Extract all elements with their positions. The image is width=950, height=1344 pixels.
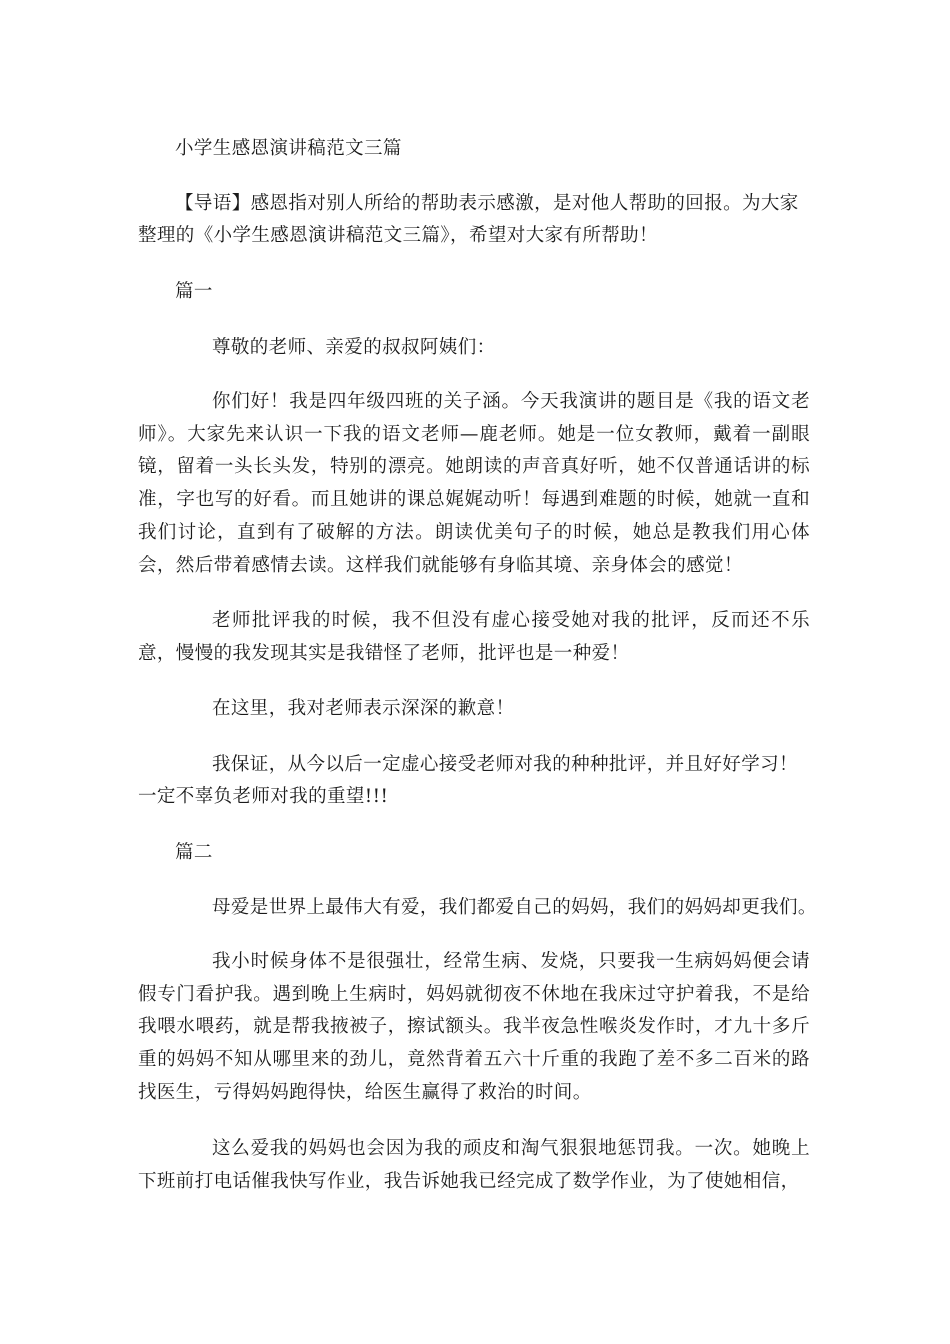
section1-paragraph-4-line-2: 一定不辜负老师对我的重望!!! [138,786,389,807]
document-title: 小学生感恩演讲稿范文三篇 [175,138,402,159]
section1-paragraph-3: 在这里，我对老师表示深深的歉意！ [212,698,515,719]
section1-paragraph-1: 你们好！我是四年级四班的关子涵。今天我演讲的题目是《我的语文老师》。大家先来认识一下我的语文老师—鹿老师。她是一位女教师，戴着一副眼镜，留着一头长头发，特别的漂亮。她朗读的声音真好听，她不仅普通话讲的标准，字也写的好看。而且她讲的课总娓娓动听！每遇到难题的时候，她就一直和我们讨论，直到有了破解的方法。朗读优美句子的时候，她总是教我们用心体会，然后带着感情去读。这样我们就能够有身临其境、亲身体会的感觉！ [138,391,810,576]
section2-paragraph-3: 这么爱我的妈妈也会因为我的顽皮和淘气狠狠地惩罚我。一次。她晚上下班前打电话催我快写作业，我告诉她我已经完成了数学作业，为了使她相信， [138,1138,810,1192]
salutation: 尊敬的老师、亲爱的叔叔阿姨们： [212,337,496,358]
section1-paragraph-4-line-1: 我保证，从今以后一定虚心接受老师对我的种种批评，并且好好学习！ [212,754,798,775]
section-heading-1: 篇一 [175,281,213,302]
intro-line-2: 整理的《小学生感恩演讲稿范文三篇》，希望对大家有所帮助！ [138,225,658,246]
section2-paragraph-1: 母爱是世界上最伟大有爱，我们都爱自己的妈妈，我们的妈妈却更我们。 [212,897,817,918]
section2-paragraph-2: 我小时候身体不是很强壮，经常生病、发烧，只要我一生病妈妈便会请假专门看护我。遇到晚上生病时，妈妈就彻夜不休地在我床过守护着我，不是给我喂水喂药，就是帮我掖被子，擦试额头。我半夜急性喉炎发作时，才九十多斤重的妈妈不知从哪里来的劲儿，竟然背着五六十斤重的我跑了差不多二百米的路找医生，亏得妈妈跑得快，给医生赢得了救治的时间。 [138,951,810,1103]
section-heading-2: 篇二 [175,842,213,863]
intro-line-1: 【导语】感恩指对别人所给的帮助表示感激，是对他人帮助的回报。为大家 [175,193,799,214]
section1-paragraph-2: 老师批评我的时候，我不但没有虚心接受她对我的批评，反而还不乐意，慢慢的我发现其实是我错怪了老师，批评也是一种爱！ [138,610,810,664]
